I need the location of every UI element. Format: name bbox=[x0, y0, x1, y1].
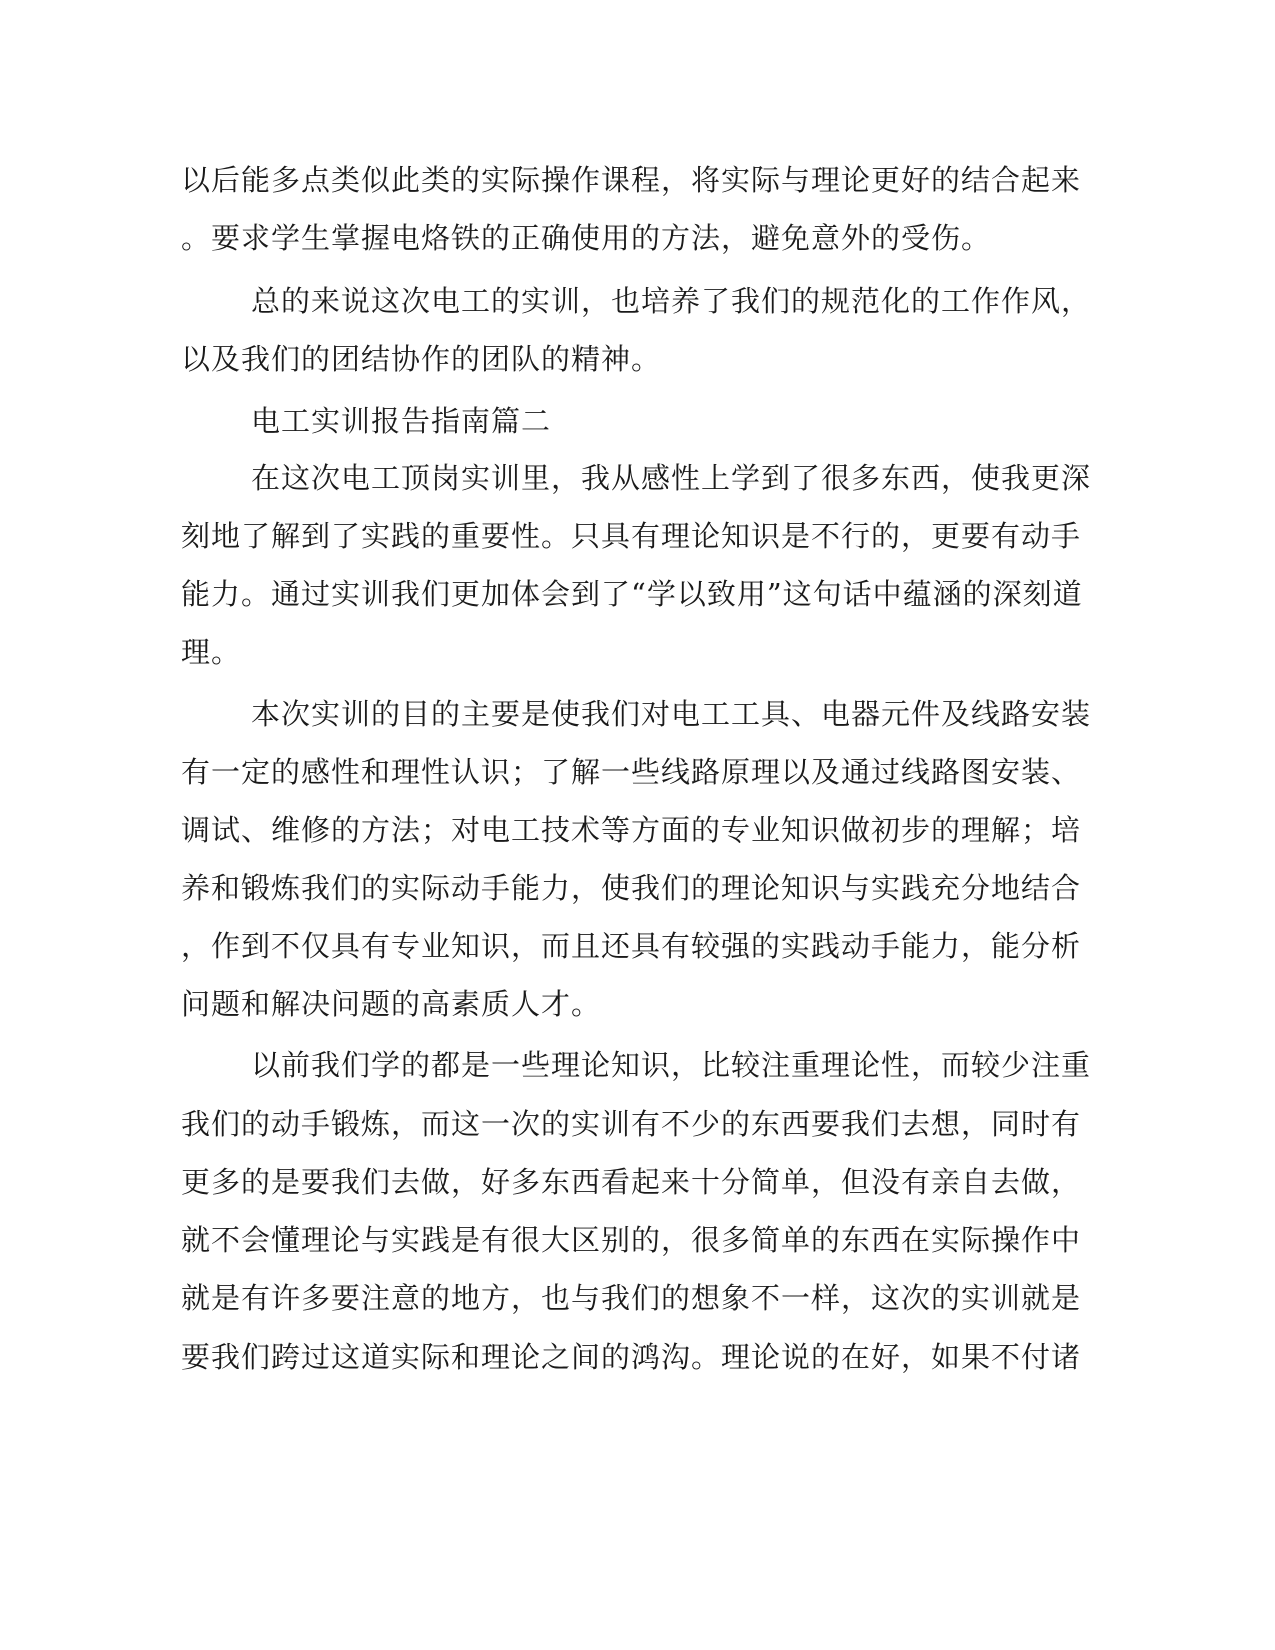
body-text-line: 我们的动手锻炼，而这一次的实训有不少的东西要我们去想，同时有 bbox=[181, 1107, 1082, 1141]
body-text-line: ，作到不仅具有专业知识，而且还具有较强的实践动手能力，能分析 bbox=[181, 929, 1082, 963]
section-heading: 电工实训报告指南篇二 bbox=[251, 404, 552, 438]
body-text-line: 有一定的感性和理性认识；了解一些线路原理以及通过线路图安装、 bbox=[181, 755, 1082, 789]
body-text-line: 以及我们的团结协作的团队的精神。 bbox=[181, 342, 662, 376]
body-text-line: 能力。通过实训我们更加体会到了“学以致用”这句话中蕴涵的深刻道 bbox=[181, 577, 1083, 611]
body-text-line: 。要求学生掌握电烙铁的正确使用的方法，避免意外的受伤。 bbox=[181, 221, 992, 255]
body-text-line: 更多的是要我们去做，好多东西看起来十分简单，但没有亲自去做， bbox=[181, 1165, 1082, 1199]
body-text-line: 理。 bbox=[181, 635, 242, 669]
body-text-line: 以后能多点类似此类的实际操作课程，将实际与理论更好的结合起来 bbox=[181, 163, 1082, 197]
body-text-line: 以前我们学的都是一些理论知识，比较注重理论性，而较少注重 bbox=[251, 1048, 1092, 1082]
body-text-line: 就不会懂理论与实践是有很大区别的，很多简单的东西在实际操作中 bbox=[181, 1223, 1082, 1257]
body-text-line: 本次实训的目的主要是使我们对电工工具、电器元件及线路安装 bbox=[251, 697, 1092, 731]
body-text-line: 在这次电工顶岗实训里，我从感性上学到了很多东西，使我更深 bbox=[251, 461, 1092, 495]
body-text-line: 调试、维修的方法；对电工技术等方面的专业知识做初步的理解；培 bbox=[181, 813, 1082, 847]
body-text-line: 刻地了解到了实践的重要性。只具有理论知识是不行的，更要有动手 bbox=[181, 519, 1082, 553]
body-text-line: 问题和解决问题的高素质人才。 bbox=[181, 987, 602, 1021]
body-text-line: 养和锻炼我们的实际动手能力，使我们的理论知识与实践充分地结合 bbox=[181, 871, 1082, 905]
body-text-line: 就是有许多要注意的地方，也与我们的想象不一样，这次的实训就是 bbox=[181, 1281, 1082, 1315]
body-text-line: 总的来说这次电工的实训，也培养了我们的规范化的工作作风， bbox=[251, 284, 1092, 318]
body-text-line: 要我们跨过这道实际和理论之间的鸿沟。理论说的在好，如果不付诸 bbox=[181, 1340, 1082, 1374]
